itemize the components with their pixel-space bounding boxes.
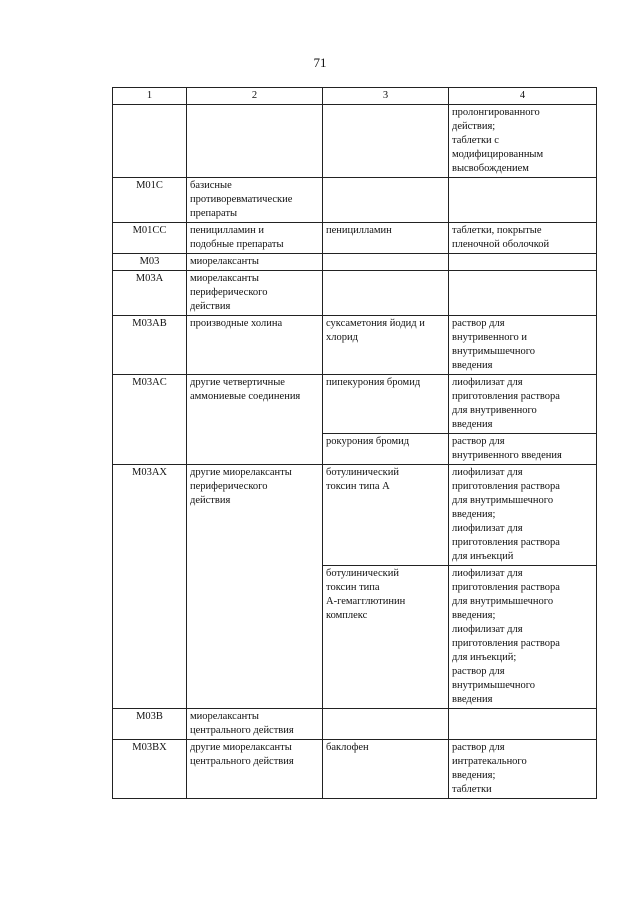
group-name-cell: производные холина — [187, 316, 323, 375]
drug-name-cell — [323, 105, 449, 178]
table-row — [113, 178, 597, 223]
group-name-cell: другие миорелаксанты центрального действия — [187, 740, 323, 799]
drug-name-cell: суксаметония йодид и хлорид — [323, 316, 449, 375]
drug-name-cell: ботулинический токсин типа А-гемагглютинин комплекс — [323, 566, 449, 709]
drug-name-cell: баклофен — [323, 740, 449, 799]
dosage-form-cell: лиофилизат для приготовления раствора для внутримышечного введения; лиофилизат для приготовления раствора для инъекций — [449, 465, 597, 566]
dosage-form-cell: таблетки, покрытые пленочной оболочкой — [449, 223, 597, 254]
header-cell: 4 — [449, 88, 597, 105]
table-row — [113, 740, 597, 799]
atc-code-cell: M01CC — [113, 223, 187, 254]
table-row — [113, 465, 597, 566]
drug-name-cell: рокурония бромид — [323, 434, 449, 465]
group-name-cell: миорелаксанты периферического действия — [187, 271, 323, 316]
group-name-cell: другие миорелаксанты периферического действия — [187, 465, 323, 709]
dosage-form-cell — [449, 271, 597, 316]
dosage-form-cell: лиофилизат для приготовления раствора для внутримышечного введения; лиофилизат для приготовления раствора для инъекций; раствор для внутримышечного введения — [449, 566, 597, 709]
atc-code-cell: M03AC — [113, 375, 187, 465]
group-name-cell: пеницилламин и подобные препараты — [187, 223, 323, 254]
header-cell: 1 — [113, 88, 187, 105]
atc-code-cell: M03B — [113, 709, 187, 740]
dosage-form-cell — [449, 178, 597, 223]
group-name-cell: другие четвертичные аммониевые соединения — [187, 375, 323, 465]
header-cell: 3 — [323, 88, 449, 105]
dosage-form-cell: раствор для интратекального введения; таблетки — [449, 740, 597, 799]
table-row — [113, 316, 597, 375]
table-row — [113, 223, 597, 254]
drug-name-cell — [323, 271, 449, 316]
atc-code-cell: M03BX — [113, 740, 187, 799]
dosage-form-cell — [449, 254, 597, 271]
table-row — [113, 105, 597, 178]
group-name-cell: миорелаксанты центрального действия — [187, 709, 323, 740]
drug-name-cell: пипекурония бромид — [323, 375, 449, 434]
atc-code-cell: M03AX — [113, 465, 187, 709]
dosage-form-cell: раствор для внутривенного и внутримышечного введения — [449, 316, 597, 375]
atc-code-cell — [113, 105, 187, 178]
table-body — [113, 105, 597, 799]
drug-name-cell — [323, 254, 449, 271]
group-name-cell — [187, 105, 323, 178]
drug-table — [112, 87, 597, 799]
atc-code-cell: M03 — [113, 254, 187, 271]
table-row — [113, 254, 597, 271]
dosage-form-cell: раствор для внутривенного введения — [449, 434, 597, 465]
table-row — [113, 375, 597, 434]
atc-code-cell: M03A — [113, 271, 187, 316]
page-number: 71 — [313, 55, 327, 70]
drug-name-cell — [323, 178, 449, 223]
dosage-form-cell — [449, 709, 597, 740]
table-row — [113, 271, 597, 316]
drug-name-cell — [323, 709, 449, 740]
header-row — [113, 88, 597, 105]
group-name-cell: базисные противоревматические препараты — [187, 178, 323, 223]
table-row — [113, 709, 597, 740]
atc-code-cell: M03AB — [113, 316, 187, 375]
atc-code-cell: M01C — [113, 178, 187, 223]
dosage-form-cell: лиофилизат для приготовления раствора для внутривенного введения — [449, 375, 597, 434]
drug-name-cell: пеницилламин — [323, 223, 449, 254]
header-cell: 2 — [187, 88, 323, 105]
group-name-cell: миорелаксанты — [187, 254, 323, 271]
dosage-form-cell: пролонгированного действия; таблетки с модифицированным высвобождением — [449, 105, 597, 178]
drug-name-cell: ботулинический токсин типа А — [323, 465, 449, 566]
